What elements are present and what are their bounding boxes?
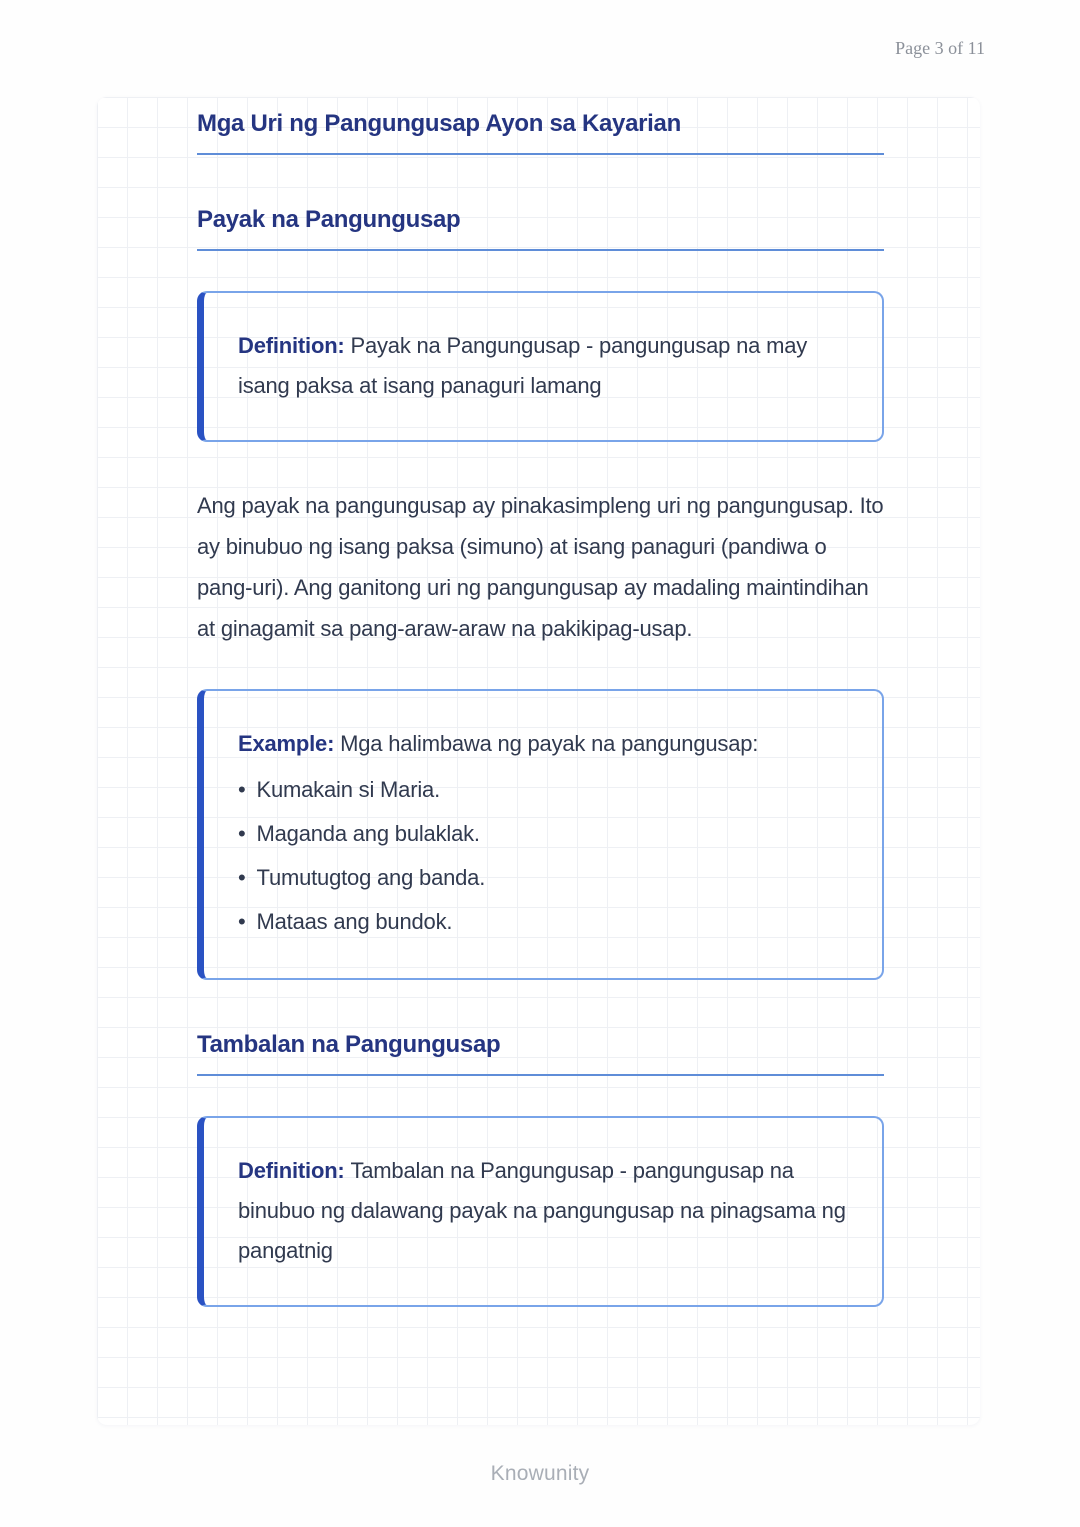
definition-label: Definition: [238,333,351,358]
example-item: • Kumakain si Maria. [238,768,846,812]
example-item: • Tumutugtog ang banda. [238,856,846,900]
definition-text: Tambalan na Pangungusap - pangungusap na binubuo ng dalawang payak na pangungusap na pinagsama ng pangatnig [238,1158,846,1263]
notes-content [97,97,980,1307]
body-paragraph: Ang payak na pangungusap ay pinakasimpleng uri ng pangungusap. Ito ay binubuo ng isang paksa (simuno) at isang panaguri (pandiwa o pang-uri). Ang ganitong uri ng pangungusap ay madaling maintindihan at ginagamit sa pang-araw-araw na pakikipag-usap. [197,493,884,641]
section-heading-payak: Payak na Pangungusap [197,205,884,251]
example-label: Example: [238,731,341,756]
notes-sheet [97,97,980,1425]
example-item: • Mataas ang bundok. [238,900,846,944]
example-item: • Maganda ang bulaklak. [238,812,846,856]
definition-label: Definition: [238,1158,351,1183]
section-heading-tambalan: Tambalan na Pangungusap [197,1030,884,1076]
example-box-payak [197,689,884,980]
definition-box-tambalan [197,1116,884,1307]
page-title: Mga Uri ng Pangungusap Ayon sa Kayarian [197,109,884,155]
example-intro-line [238,724,846,764]
page-number: Page 3 of 11 [895,38,985,58]
definition-box-payak [197,291,884,442]
footer-brand: Knowunity [490,1462,590,1485]
definition-text: Payak na Pangungusap - pangungusap na may isang paksa at isang panaguri lamang [238,333,808,398]
example-list [238,768,846,944]
example-intro-text: Mga halimbawa ng payak na pangungusap: [340,731,759,756]
